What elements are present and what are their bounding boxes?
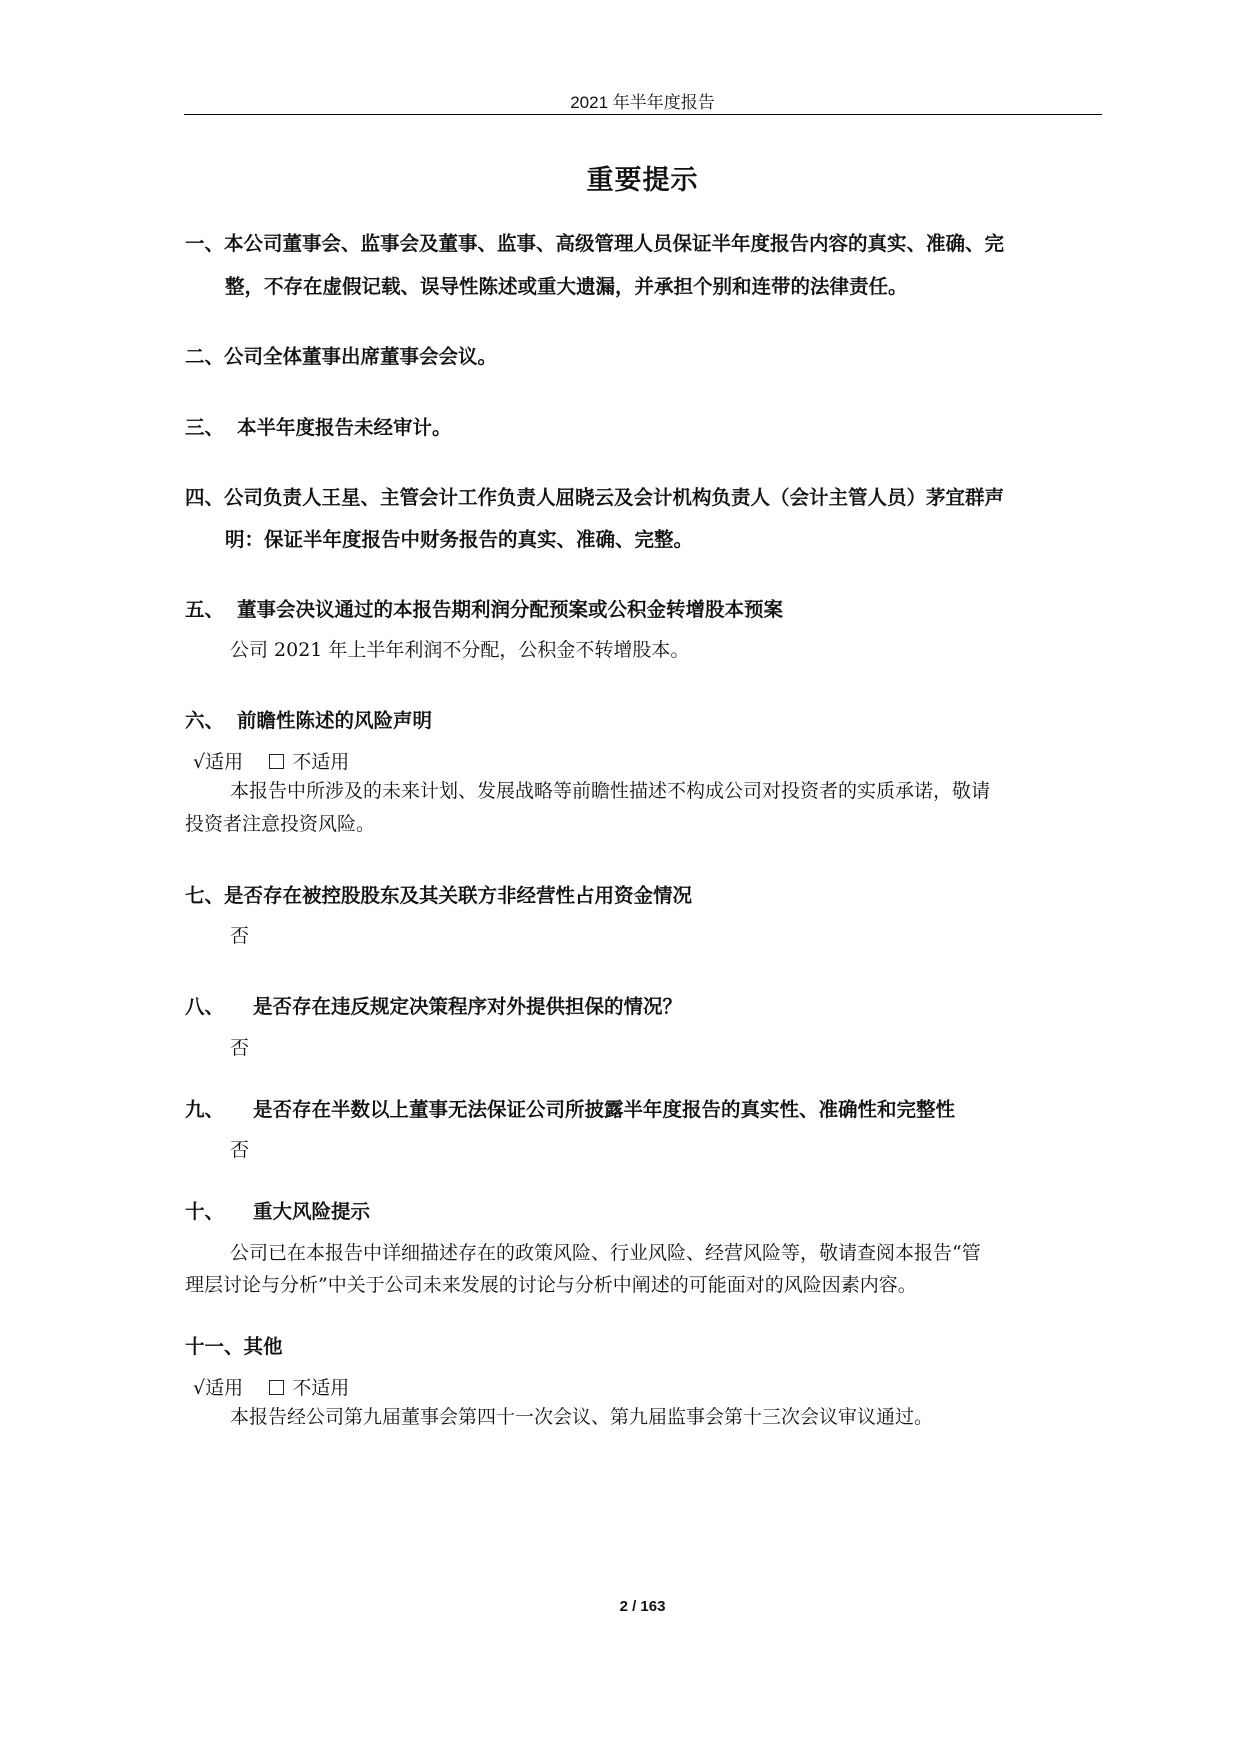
section-2-heading: 二、公司全体董事出席董事会会议。 bbox=[185, 345, 498, 368]
section-7-heading: 七、是否存在被控股股东及其关联方非经营性占用资金情况 bbox=[185, 884, 693, 907]
section-1-line-1: 一、本公司董事会、监事会及董事、监事、高级管理人员保证半年度报告内容的真实、准确、完 bbox=[185, 232, 1005, 255]
section-10-body-line-1: 公司已在本报告中详细描述存在的政策风险、行业风险、经营风险等，敬请查阅本报告“管 bbox=[230, 1242, 981, 1264]
section-6-heading: 前瞻性陈述的风险声明 bbox=[237, 709, 433, 732]
section-8-answer: 否 bbox=[230, 1037, 250, 1059]
applicable-check: √适用 bbox=[193, 751, 244, 773]
page-number: 2 / 163 bbox=[619, 1598, 666, 1615]
section-9-number: 九、 bbox=[185, 1098, 225, 1121]
section-1-line-2: 整，不存在虚假记载、误导性陈述或重大遗漏，并承担个别和连带的法律责任。 bbox=[225, 275, 908, 298]
section-10-number: 十、 bbox=[185, 1200, 225, 1223]
section-9-heading: 是否存在半数以上董事无法保证公司所披露半年度报告的真实性、准确性和完整性 bbox=[253, 1098, 956, 1121]
section-8-number: 八、 bbox=[185, 995, 225, 1018]
not-applicable-label: 不适用 bbox=[292, 751, 350, 773]
section-7-answer: 否 bbox=[230, 925, 250, 947]
section-8-heading: 是否存在违反规定决策程序对外提供担保的情况？ bbox=[253, 995, 683, 1018]
section-6-body-line-2: 投资者注意投资风险。 bbox=[185, 813, 376, 835]
section-3-heading: 本半年度报告未经审计。 bbox=[237, 416, 452, 439]
section-4-line-1: 四、公司负责人王星、主管会计工作负责人屈晓云及会计机构负责人（会计主管人员）茅宜群声 bbox=[185, 486, 1005, 509]
section-10-heading: 重大风险提示 bbox=[253, 1200, 371, 1223]
section-5-body: 公司 2021 年上半年利润不分配，公积金不转增股本。 bbox=[230, 639, 690, 661]
section-11-heading: 十一、其他 bbox=[185, 1335, 283, 1358]
section-11-applicability bbox=[193, 1373, 349, 1400]
section-6-number: 六、 bbox=[185, 709, 225, 732]
section-5-heading: 董事会决议通过的本报告期利润分配预案或公积金转增股本预案 bbox=[237, 598, 784, 621]
section-6-applicability bbox=[193, 747, 349, 774]
not-applicable-label: 不适用 bbox=[292, 1377, 350, 1399]
section-11-body: 本报告经公司第九届董事会第四十一次会议、第九届监事会第十三次会议审议通过。 bbox=[230, 1406, 934, 1428]
section-10-body-line-2: 理层讨论与分析”中关于公司未来发展的讨论与分析中阐述的可能面对的风险因素内容。 bbox=[185, 1274, 917, 1296]
page-header: 2021 年半年度报告 bbox=[570, 93, 715, 112]
section-5-number: 五、 bbox=[185, 598, 225, 621]
section-6-body-line-1: 本报告中所涉及的未来计划、发展战略等前瞻性描述不构成公司对投资者的实质承诺，敬请 bbox=[230, 780, 991, 802]
header-divider bbox=[184, 114, 1102, 115]
unchecked-box-icon bbox=[269, 754, 284, 769]
section-3-number: 三、 bbox=[185, 416, 225, 439]
page-title: 重要提示 bbox=[586, 165, 699, 196]
section-9-answer: 否 bbox=[230, 1139, 250, 1161]
unchecked-box-icon bbox=[269, 1380, 284, 1395]
applicable-check: √适用 bbox=[193, 1377, 244, 1399]
section-4-line-2: 明：保证半年度报告中财务报告的真实、准确、完整。 bbox=[225, 528, 694, 551]
